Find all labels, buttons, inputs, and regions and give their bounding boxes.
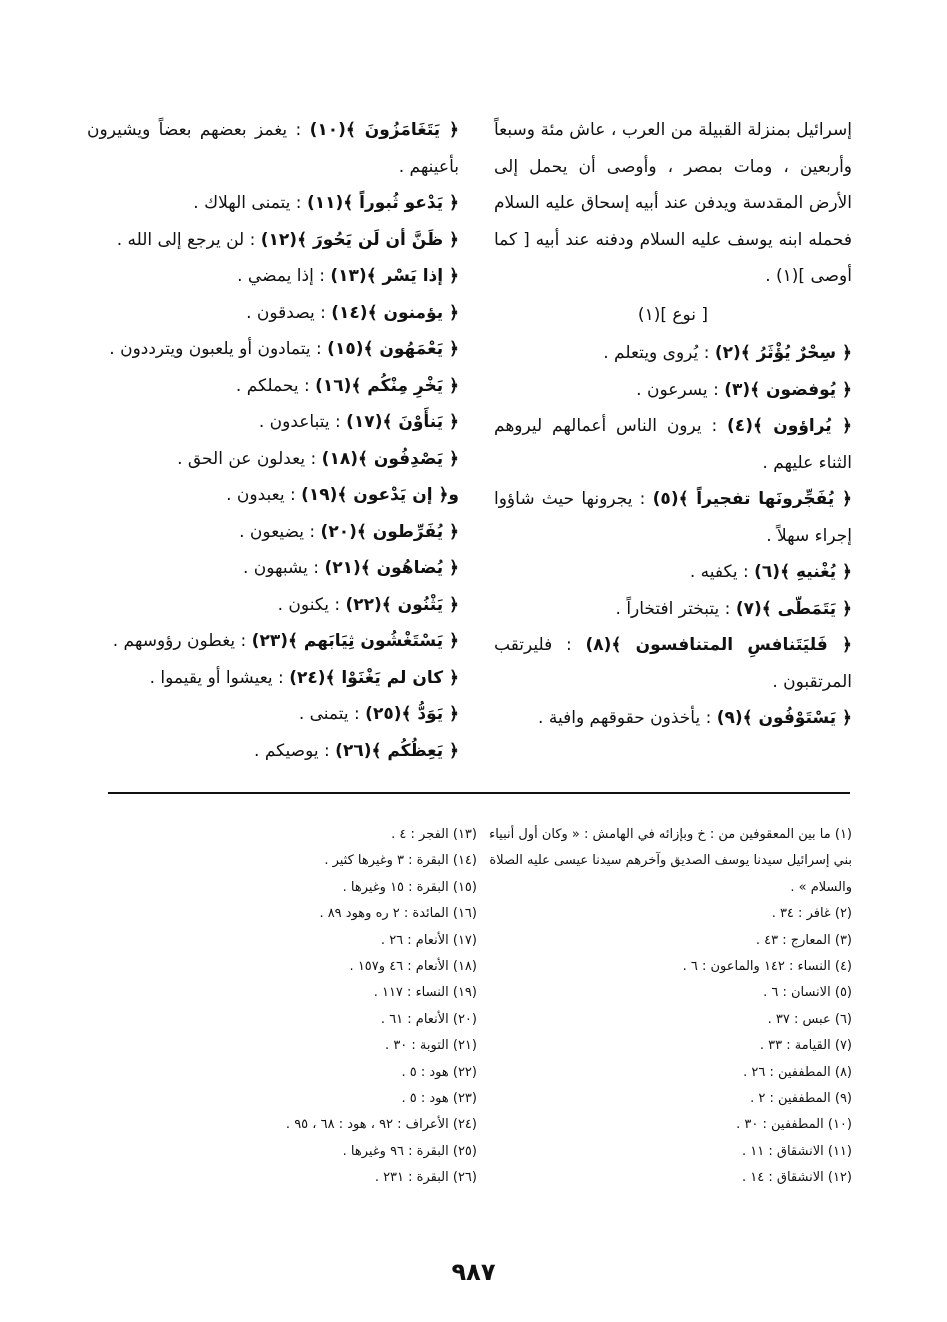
footnote xyxy=(97,848,477,874)
footnotes-left xyxy=(97,822,477,1192)
gloss-entry xyxy=(87,258,459,295)
gloss-entry xyxy=(87,477,459,514)
footnote-text: المطففين : ٢ . xyxy=(750,1091,831,1107)
gloss-term: ﴿ يَنأَوْنَ ﴾(١٧) xyxy=(346,412,459,432)
footnotes-right xyxy=(482,822,852,1192)
footnote xyxy=(97,1033,477,1059)
gloss-entry xyxy=(494,372,852,409)
footnote-number: (١٧) xyxy=(452,932,477,948)
left-text-column xyxy=(87,112,459,769)
footnote xyxy=(482,980,852,1006)
gloss-definition: : إذا يمضي . xyxy=(237,266,331,286)
gloss-definition: : يتمنى الهلاك . xyxy=(193,193,307,213)
footnote-number: (٢٢) xyxy=(452,1064,477,1080)
gloss-term: و﴿ إن يَدْعون ﴾(١٩) xyxy=(301,485,459,505)
gloss-definition: : يكفيه . xyxy=(689,562,755,582)
footnote-text: التوبة : ٣٠ . xyxy=(385,1038,449,1054)
footnote-number: (١) xyxy=(834,827,852,842)
gloss-definition: : يشبهون . xyxy=(242,558,325,578)
gloss-term: ﴿ يَسْتَغْشُون ثِيَابَهم ﴾(٢٣) xyxy=(251,631,459,651)
footnote-text: الأنعام : ٢٦ . xyxy=(380,932,449,948)
gloss-term: ﴿ يُغْنيهِ ﴾(٦) xyxy=(754,562,852,582)
footnote-number: (٢٤) xyxy=(452,1117,477,1133)
footnote-text: المعارج : ٤٣ . xyxy=(755,932,831,948)
footnote xyxy=(97,954,477,980)
gloss-term: ﴿ يؤمنون ﴾(١٤) xyxy=(331,302,459,323)
footnote xyxy=(97,1007,477,1033)
gloss-term: ﴿ كان لم يَغْنَوْا ﴾(٢٤) xyxy=(289,667,459,688)
gloss-entry xyxy=(87,222,459,259)
footnote-text: ما بين المعقوفين من : خ وبإزائه في الهامش : « وكان أول أنبياء بني إسرائيل سيدنا يوسف الصديق وآخرهم سيدنا عيسى عليه الصلاة والسلام » . xyxy=(489,827,852,895)
footnote-number: (٢١) xyxy=(452,1038,477,1054)
footnote-text: البقرة : ٣ وغيرها كثير . xyxy=(324,853,449,869)
gloss-definition: : يحملكم . xyxy=(235,375,316,396)
footnote xyxy=(97,928,477,954)
gloss-term: ﴿ يَسْتَوْفُون ﴾(٩) xyxy=(716,708,852,728)
footnote-text: الفجر : ٤ . xyxy=(391,827,449,842)
gloss-term: ﴿ يُراؤون ﴾(٤) xyxy=(727,416,852,436)
footnote-number: (١٠) xyxy=(827,1117,852,1133)
footnote-number: (٦) xyxy=(834,1011,852,1027)
gloss-definition: : يوصيكم . xyxy=(254,740,336,761)
gloss-term: ﴿ يُضاهُون ﴾(٢١) xyxy=(324,558,459,578)
gloss-definition: : يتمادون أو يلعبون ويترددون . xyxy=(109,339,328,359)
footnote-number: (٢٦) xyxy=(452,1170,477,1186)
gloss-entry xyxy=(87,587,459,624)
gloss-entry xyxy=(87,368,459,405)
footnote-text: الأنعام : ٦١ . xyxy=(380,1011,449,1027)
gloss-entry xyxy=(87,441,459,478)
footnote xyxy=(482,1060,852,1086)
footnote-number: (٩) xyxy=(834,1091,852,1107)
gloss-definition: : يتبختر افتخاراً . xyxy=(615,598,736,619)
footnote-number: (١٤) xyxy=(452,853,477,869)
footnote-divider xyxy=(108,792,850,794)
gloss-definition: : يعدلون عن الحق . xyxy=(177,448,322,469)
gloss-definition: : يعيشوا أو يقيموا . xyxy=(149,667,290,688)
page-number: ٩٨٧ xyxy=(451,1258,496,1286)
intro-paragraph: إسرائيل بمنزلة القبيلة من العرب ، عاش مئة وسبعاً وأربعين ، ومات بمصر ، وأوصى أن يحمل إلى الأرض المقدسة ويدفن عند أبيه إسحاق عليه السلام فحمله ابنه يوسف عليه السلام ودفنه عند أبيه [ كما أوصى ](١) . xyxy=(494,120,852,286)
footnote-number: (٧) xyxy=(834,1038,852,1054)
footnote-number: (١٥) xyxy=(452,879,477,895)
gloss-entry xyxy=(87,112,459,185)
footnote-text: البقرة : ٩٦ وغيرها . xyxy=(342,1143,449,1159)
footnote xyxy=(482,1139,852,1165)
section-heading: [ نوع ](١) xyxy=(637,304,709,325)
gloss-term: ﴿ يُفَرِّطون ﴾(٢٠) xyxy=(320,521,459,542)
footnote xyxy=(97,1086,477,1112)
gloss-entry xyxy=(87,623,459,660)
footnote-text: البقرة : ٢٣١ . xyxy=(374,1170,449,1186)
footnote-number: (١٢) xyxy=(827,1170,852,1186)
gloss-entry xyxy=(494,335,852,372)
footnote-text: النساء : ١١٧ . xyxy=(373,985,449,1001)
gloss-definition: : يسرعون . xyxy=(636,379,725,400)
footnote-text: القيامة : ٣٣ . xyxy=(759,1038,831,1054)
footnote-number: (١٣) xyxy=(452,827,477,842)
footnote-number: (٣) xyxy=(834,932,852,948)
footnote-text: الانشقاق : ١١ . xyxy=(741,1143,824,1159)
gloss-definition: : يغمز بعضهم بعضاً ويشيرون بأعينهم . xyxy=(87,120,459,177)
gloss-entry xyxy=(494,408,852,481)
footnote xyxy=(482,1033,852,1059)
gloss-term: ﴿ يَصْدِفُون ﴾(١٨) xyxy=(321,448,459,469)
gloss-definition: : يجرونها حيث شاؤوا إجراء سهلاً . xyxy=(494,489,852,546)
footnote-text: النساء : ١٤٢ والماعون : ٦ . xyxy=(682,959,831,975)
gloss-term: ﴿ يَعْمَهُون ﴾(١٥) xyxy=(327,339,459,359)
footnote-number: (٢٣) xyxy=(452,1091,477,1107)
footnote xyxy=(97,1112,477,1138)
gloss-term: ﴿ سِحْرٌ يُؤْثَرُ ﴾(٢) xyxy=(714,343,852,363)
gloss-entry xyxy=(87,696,459,733)
gloss-term: ﴿ يَتَمَطّى ﴾(٧) xyxy=(735,598,852,619)
gloss-definition: : يأخذون حقوقهم وافية . xyxy=(538,708,717,728)
gloss-term: ﴿ فَليَتَنافسِ المتنافسون ﴾(٨) xyxy=(585,635,852,655)
footnote xyxy=(97,1139,477,1165)
footnote xyxy=(97,1060,477,1086)
gloss-entry xyxy=(87,185,459,222)
footnote-text: الانشقاق : ١٤ . xyxy=(741,1170,824,1186)
footnote xyxy=(482,901,852,927)
gloss-entry xyxy=(87,331,459,368)
gloss-term: ﴿ يَوَدُّ ﴾(٢٥) xyxy=(365,704,459,724)
footnote-number: (١٩) xyxy=(452,985,477,1001)
gloss-term: ﴿ ظَنَّ أن لَن يَحُورَ ﴾(١٢) xyxy=(260,229,459,250)
footnote-number: (٢٥) xyxy=(452,1143,477,1159)
gloss-entry xyxy=(494,591,852,628)
footnote xyxy=(482,822,852,901)
footnote-text: هود : ٥ . xyxy=(401,1091,449,1107)
footnote-number: (٢) xyxy=(834,906,852,922)
gloss-entry xyxy=(87,660,459,697)
gloss-term: ﴿ يُوفضون ﴾(٣) xyxy=(724,379,852,400)
footnote-number: (١٨) xyxy=(452,959,477,975)
gloss-entry xyxy=(494,554,852,591)
footnote xyxy=(482,1165,852,1191)
footnote-text: المطففين : ٢٦ . xyxy=(743,1064,831,1080)
footnote-text: المائدة : ٢ ره وهود ٨٩ . xyxy=(319,906,449,922)
footnote-text: غافر : ٣٤ . xyxy=(771,906,831,922)
gloss-entry xyxy=(494,627,852,700)
footnote-text: هود : ٥ . xyxy=(401,1064,449,1080)
gloss-entry xyxy=(87,404,459,441)
gloss-definition: : يرون الناس أعمالهم ليروهم الثناء عليهم . xyxy=(494,416,852,473)
footnote xyxy=(482,954,852,980)
gloss-definition: : يعبدون . xyxy=(226,485,302,505)
footnote xyxy=(482,1086,852,1112)
gloss-term: ﴿ يَدْعو ثُبوراً ﴾(١١) xyxy=(306,193,459,213)
footnote xyxy=(97,901,477,927)
footnote-number: (٨) xyxy=(834,1064,852,1080)
gloss-definition: : فليرتقب المرتقبون . xyxy=(494,635,852,692)
footnote-text: الانسان : ٦ . xyxy=(763,985,831,1001)
gloss-definition: : يغطون رؤوسهم . xyxy=(112,631,252,651)
gloss-definition: : يضيعون . xyxy=(239,521,321,542)
gloss-definition: : يتمنى . xyxy=(298,704,366,724)
right-text-column xyxy=(494,112,852,737)
footnote-number: (١٦) xyxy=(452,906,477,922)
gloss-term: ﴿ يَخْرِ مِنْكُم ﴾(١٦) xyxy=(315,375,459,396)
footnote xyxy=(97,980,477,1006)
gloss-entry xyxy=(87,514,459,551)
footnote-number: (٥) xyxy=(834,985,852,1001)
gloss-term: ﴿ إذا يَسْر ﴾(١٣) xyxy=(330,266,459,286)
gloss-term: ﴿ يَعِظُكُم ﴾(٢٦) xyxy=(335,740,459,761)
footnote-text: الأعراف : ٩٢ ، هود : ٦٨ ، ٩٥ . xyxy=(285,1117,449,1133)
footnote xyxy=(97,875,477,901)
gloss-entry xyxy=(494,481,852,554)
footnote-number: (١١) xyxy=(827,1143,852,1159)
footnote xyxy=(97,1165,477,1191)
footnote xyxy=(482,928,852,954)
gloss-term: ﴿ يَثْنُون ﴾(٢٢) xyxy=(345,594,459,615)
footnote-text: عبس : ٣٧ . xyxy=(767,1011,831,1027)
gloss-definition: : يُروى ويتعلم . xyxy=(603,343,715,363)
gloss-entry xyxy=(494,700,852,737)
gloss-definition: : يصدقون . xyxy=(246,302,332,323)
footnote xyxy=(482,1007,852,1033)
gloss-entry xyxy=(87,733,459,770)
gloss-definition: : يكنون . xyxy=(277,594,346,615)
gloss-entry xyxy=(87,550,459,587)
footnote-number: (٢٠) xyxy=(452,1011,477,1027)
footnote xyxy=(482,1112,852,1138)
gloss-term: ﴿ يَتَغَامَزُونَ ﴾(١٠) xyxy=(309,120,459,140)
gloss-definition: : يتباعدون . xyxy=(258,412,347,432)
footnote-text: الأنعام : ٤٦ و١٥٧ . xyxy=(349,959,449,975)
gloss-entry xyxy=(87,295,459,332)
gloss-term: ﴿ يُفَجِّرونَها تفجيراً ﴾(٥) xyxy=(652,489,852,509)
footnote xyxy=(97,822,477,848)
footnote-number: (٤) xyxy=(834,959,852,975)
gloss-definition: : لن يرجع إلى الله . xyxy=(116,229,261,250)
footnote-text: البقرة : ١٥ وغيرها . xyxy=(342,879,449,895)
footnote-text: المطففين : ٣٠ . xyxy=(736,1117,824,1133)
